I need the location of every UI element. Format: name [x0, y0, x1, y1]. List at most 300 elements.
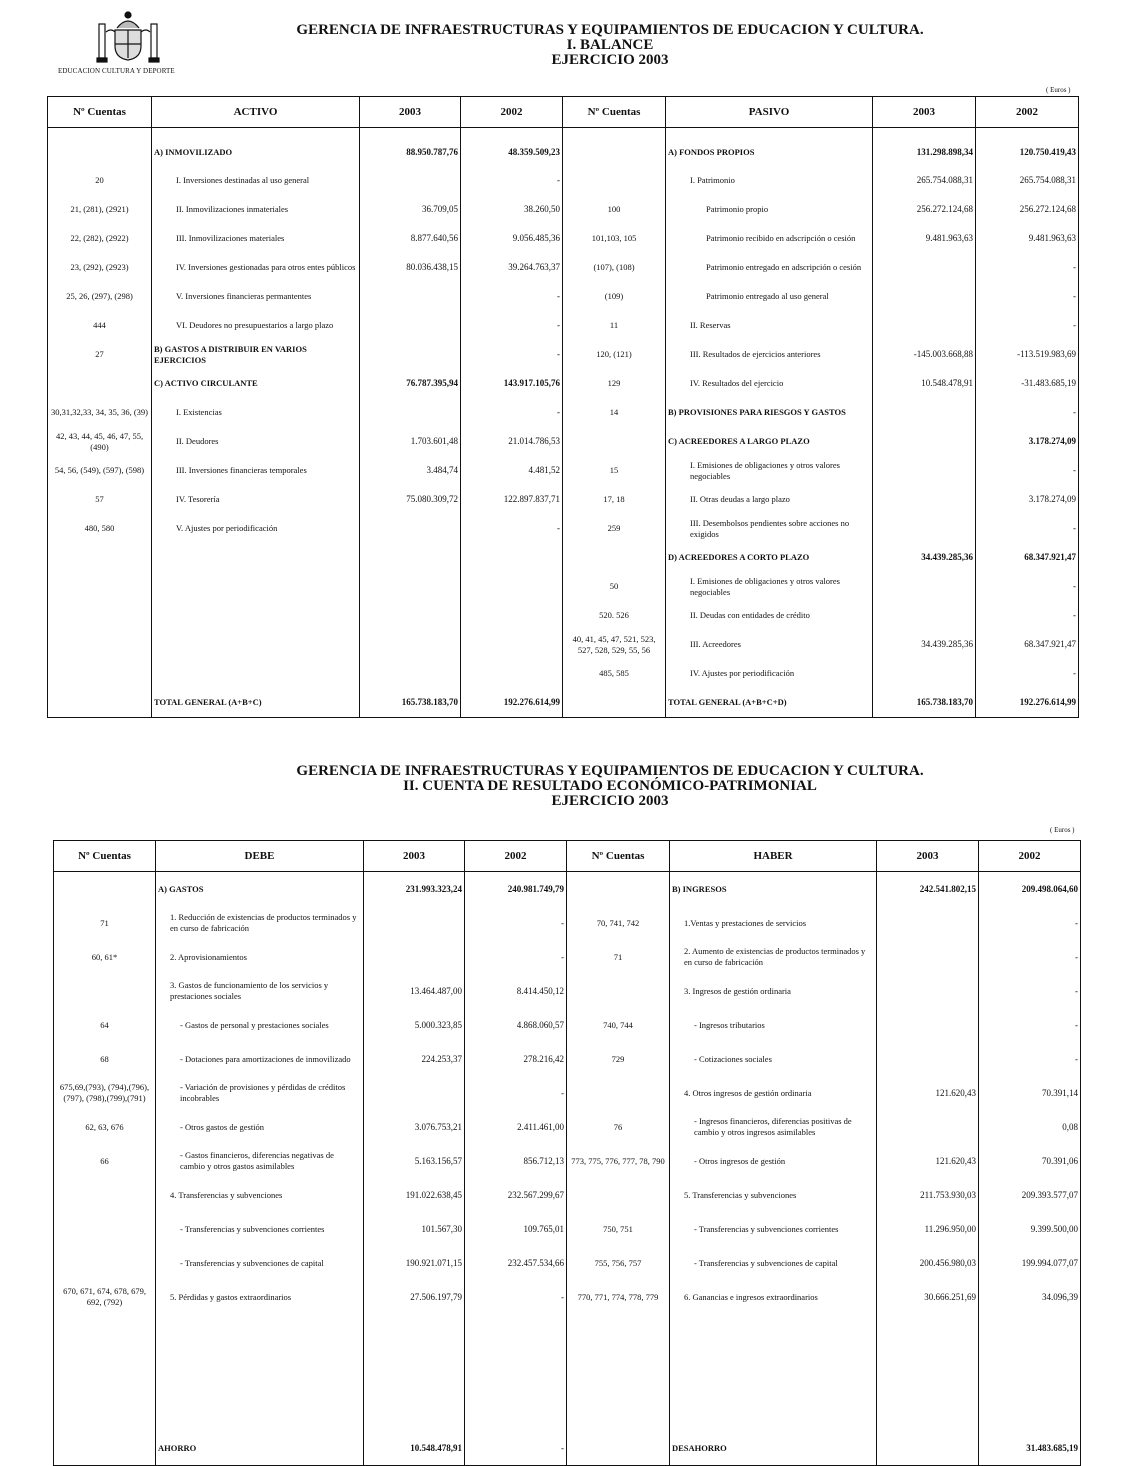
amount-2002-cell: - [1073, 523, 1076, 533]
label-cell: TOTAL GENERAL (A+B+C) [152, 688, 360, 718]
account-cell [48, 659, 152, 688]
label-cell: - Transferencias y subvenciones corrientes [670, 1212, 877, 1246]
account-cell: 444 [48, 311, 152, 340]
table-row [48, 195, 1079, 224]
account-cell [567, 1431, 670, 1466]
label-cell [152, 630, 360, 659]
amount-2003-cell [360, 311, 461, 340]
account-cell [48, 369, 152, 398]
account-cell: 21, (281), (2921) [48, 195, 152, 224]
account-cell: 23, (292), (2923) [48, 253, 152, 282]
amount-2003-cell: 8.877.640,56 [360, 224, 461, 253]
amount-2002-cell: 122.897.837,71 [461, 485, 563, 514]
table-row [54, 1314, 1081, 1431]
label-cell: I. Existencias [152, 398, 360, 427]
amount-2002-cell: 232.567.299,67 [465, 1178, 567, 1212]
amount-2003-cell [873, 456, 976, 485]
amount-2003-cell: 121.620,43 [877, 1144, 979, 1178]
account-cell [48, 630, 152, 659]
amount-2003-cell [873, 514, 976, 543]
amount-2002-cell: 240.981.749,79 [465, 872, 567, 907]
amount-2003-cell: 76.787.395,94 [360, 369, 461, 398]
amount-2003-cell: 10.548.478,91 [873, 369, 976, 398]
account-cell [567, 872, 670, 907]
amount-2002-cell: 265.754.088,31 [1019, 175, 1076, 185]
label-cell: III. Desembolsos pendientes sobre acciones no exigidos [666, 514, 873, 543]
label-cell [152, 572, 360, 601]
label-cell: C) ACREEDORES A LARGO PLAZO [666, 427, 873, 456]
amount-2003-cell [877, 940, 979, 974]
label-cell: III. Acreedores [666, 630, 873, 659]
col-header-2003: 2003 [360, 97, 461, 128]
label-cell: 5. Pérdidas y gastos extraordinarios [156, 1280, 364, 1314]
amount-2003-cell: 34.439.285,36 [873, 630, 976, 659]
label-cell: - Gastos financieros, diferencias negativas de cambio y otros gastos asimilables [156, 1144, 364, 1178]
account-cell [563, 427, 666, 456]
amount-2002-cell [979, 1314, 1081, 1431]
table-row [54, 940, 1081, 974]
amount-2002-cell: - [1073, 262, 1076, 272]
balance-title [170, 23, 1050, 68]
label-cell: TOTAL GENERAL (A+B+C+D) [666, 688, 873, 718]
table-row [54, 1042, 1081, 1076]
spacer-cell [873, 128, 976, 139]
account-cell [48, 688, 152, 718]
amount-2003-cell: 200.456.980,03 [877, 1246, 979, 1280]
amount-2003-cell [877, 906, 979, 940]
label-cell: Patrimonio propio [666, 195, 873, 224]
amount-2002-cell: - [465, 906, 567, 940]
amount-2003-cell: 211.753.930,03 [877, 1178, 979, 1212]
amount-2003-cell [877, 1110, 979, 1144]
col-header-cuentas-haber: Nº Cuentas [567, 841, 670, 872]
label-cell: - Cotizaciones sociales [670, 1042, 877, 1076]
amount-2003-cell: 75.080.309,72 [360, 485, 461, 514]
account-cell: (109) [563, 282, 666, 311]
table-row [48, 514, 1079, 543]
amount-2002-cell: 8.414.450,12 [465, 974, 567, 1008]
amount-2002-cell: - [1073, 320, 1076, 330]
col-header-haber: HABER [670, 841, 877, 872]
label-cell: - Transferencias y subvenciones de capital [156, 1246, 364, 1280]
amount-2003-cell: 10.548.478,91 [364, 1431, 465, 1466]
amount-2003-cell: 30.666.251,69 [877, 1280, 979, 1314]
account-cell [563, 138, 666, 166]
amount-2003-cell: 224.253,37 [364, 1042, 465, 1076]
amount-2002-cell: 192.276.614,99 [461, 688, 563, 718]
account-cell [563, 543, 666, 572]
amount-2002-cell: - [465, 940, 567, 974]
amount-2003-cell: 231.993.323,24 [364, 872, 465, 907]
amount-2002-cell: 4.481,52 [461, 456, 563, 485]
account-cell: 773, 775, 776, 777, 78, 790 [567, 1144, 670, 1178]
account-cell: 11 [563, 311, 666, 340]
account-cell: 64 [54, 1008, 156, 1042]
table-row [48, 427, 1079, 456]
account-cell: 54, 56, (549), (597), (598) [48, 456, 152, 485]
spacer-cell [48, 128, 152, 139]
amount-2002-cell: - [1073, 465, 1076, 475]
account-cell: 750, 751 [567, 1212, 670, 1246]
table-row [54, 974, 1081, 1008]
table-row [48, 224, 1079, 253]
account-cell: 27 [48, 340, 152, 369]
col-header-haber-2003: 2003 [877, 841, 979, 872]
label-cell: A) INMOVILIZADO [152, 138, 360, 166]
amount-2002-cell: - [465, 1431, 567, 1466]
amount-2002-cell: - [465, 1076, 567, 1110]
label-cell: - Transferencias y subvenciones de capital [670, 1246, 877, 1280]
amount-2002-cell: 0,08 [1062, 1121, 1078, 1132]
label-cell: VI. Deudores no presupuestarios a largo plazo [152, 311, 360, 340]
amount-2002-cell: 31.483.685,19 [1026, 1442, 1078, 1453]
amount-2002-cell: 192.276.614,99 [1019, 697, 1076, 707]
amount-2003-cell: 3.484,74 [360, 456, 461, 485]
amount-2003-cell: 121.620,43 [877, 1076, 979, 1110]
account-cell [54, 1431, 156, 1466]
amount-2002-cell: 70.391,06 [1042, 1155, 1078, 1166]
amount-2003-cell [873, 398, 976, 427]
account-cell: 20 [48, 166, 152, 195]
amount-2003-cell: 242.541.802,15 [877, 872, 979, 907]
label-cell: III. Inversiones financieras temporales [152, 456, 360, 485]
amount-2002-cell: - [461, 514, 563, 543]
amount-2003-cell: 1.703.601,48 [360, 427, 461, 456]
account-cell [54, 1314, 156, 1431]
amount-2002-cell: - [1075, 1053, 1078, 1064]
table-row [48, 398, 1079, 427]
account-cell: 71 [567, 940, 670, 974]
resultado-units: ( Euros ) [1050, 826, 1075, 834]
label-cell: - Gastos de personal y prestaciones sociales [156, 1008, 364, 1042]
amount-2003-cell: 5.163.156,57 [364, 1144, 465, 1178]
balance-header-row [48, 97, 1079, 128]
account-cell: 60, 61* [54, 940, 156, 974]
amount-2002-cell: 2.411.461,00 [465, 1110, 567, 1144]
label-cell: - Ingresos financieros, diferencias positivas de cambio y otros ingresos asimilables [670, 1110, 877, 1144]
table-row [48, 572, 1079, 601]
label-cell: A) GASTOS [156, 872, 364, 907]
table-row [54, 1076, 1081, 1110]
amount-2002-cell: 9.056.485,36 [461, 224, 563, 253]
table-row [48, 601, 1079, 630]
col-header-cuentas-pasivo: Nº Cuentas [563, 97, 666, 128]
amount-2002-cell: 143.917.105,76 [461, 369, 563, 398]
label-cell: - Transferencias y subvenciones corrientes [156, 1212, 364, 1246]
amount-2003-cell [877, 1042, 979, 1076]
label-cell: I. Patrimonio [666, 166, 873, 195]
amount-2003-cell: 191.022.638,45 [364, 1178, 465, 1212]
account-cell: 62, 63, 676 [54, 1110, 156, 1144]
amount-2002-cell: - [461, 340, 563, 369]
label-cell: II. Otras deudas a largo plazo [666, 485, 873, 514]
amount-2003-cell: 256.272.124,68 [873, 195, 976, 224]
amount-2002-cell: 9.399.500,00 [1030, 1223, 1078, 1234]
amount-2002-cell: 120.750.419,43 [1019, 146, 1076, 157]
table-row [54, 872, 1081, 907]
label-cell: V. Inversiones financieras permantentes [152, 282, 360, 311]
table-row [48, 340, 1079, 369]
label-cell: IV. Tesorería [152, 485, 360, 514]
table-row [48, 485, 1079, 514]
col-header-cuentas: Nº Cuentas [48, 97, 152, 128]
col-header-pasivo-2002: 2002 [976, 97, 1079, 128]
amount-2002-cell: - [1073, 581, 1076, 591]
account-cell: 129 [563, 369, 666, 398]
account-cell [567, 974, 670, 1008]
account-cell: 120, (121) [563, 340, 666, 369]
col-header-cuentas: Nº Cuentas [54, 841, 156, 872]
account-cell: 259 [563, 514, 666, 543]
amount-2003-cell [364, 906, 465, 940]
account-cell: 100 [563, 195, 666, 224]
account-cell: 70, 741, 742 [567, 906, 670, 940]
col-header-2002: 2002 [465, 841, 567, 872]
resultado-title-line2: II. CUENTA DE RESULTADO ECONÓMICO-PATRIMONIAL [403, 778, 817, 794]
label-cell: 4. Transferencias y subvenciones [156, 1178, 364, 1212]
col-header-2003: 2003 [364, 841, 465, 872]
amount-2002-cell: - [1073, 668, 1076, 678]
amount-2002-cell [461, 543, 563, 572]
amount-2003-cell: 265.754.088,31 [873, 166, 976, 195]
amount-2002-cell: - [1075, 917, 1078, 928]
label-cell: - Ingresos tributarios [670, 1008, 877, 1042]
account-cell: 57 [48, 485, 152, 514]
amount-2003-cell: 27.506.197,79 [364, 1280, 465, 1314]
account-cell: 729 [567, 1042, 670, 1076]
col-header-debe: DEBE [156, 841, 364, 872]
amount-2002-cell: - [461, 166, 563, 195]
label-cell: IV. Inversiones gestionadas para otros entes públicos [152, 253, 360, 282]
amount-2003-cell: 36.709,05 [360, 195, 461, 224]
amount-2003-cell: 101.567,30 [364, 1212, 465, 1246]
amount-2002-cell: 856.712,13 [465, 1144, 567, 1178]
label-cell: 3. Gastos de funcionamiento de los servicios y prestaciones sociales [156, 974, 364, 1008]
label-cell [152, 543, 360, 572]
amount-2003-cell: 190.921.071,15 [364, 1246, 465, 1280]
amount-2003-cell [360, 340, 461, 369]
amount-2002-cell [465, 1314, 567, 1431]
account-cell: 740, 744 [567, 1008, 670, 1042]
account-cell: 485, 585 [563, 659, 666, 688]
amount-2002-cell: 232.457.534,66 [465, 1246, 567, 1280]
account-cell [54, 1246, 156, 1280]
amount-2003-cell [360, 659, 461, 688]
account-cell [563, 688, 666, 718]
spacer-cell [666, 128, 873, 139]
label-cell [152, 659, 360, 688]
account-cell: 66 [54, 1144, 156, 1178]
balance-table [47, 96, 1079, 718]
label-cell: B) PROVISIONES PARA RIESGOS Y GASTOS [666, 398, 873, 427]
label-cell: V. Ajustes por periodificación [152, 514, 360, 543]
amount-2002-cell: 68.347.921,47 [1024, 552, 1076, 562]
account-cell: 17, 18 [563, 485, 666, 514]
amount-2003-cell [873, 601, 976, 630]
amount-2002-cell: 278.216,42 [465, 1042, 567, 1076]
label-cell: 5. Transferencias y subvenciones [670, 1178, 877, 1212]
label-cell: D) ACREEDORES A CORTO PLAZO [666, 543, 873, 572]
table-row [48, 166, 1079, 195]
amount-2003-cell [877, 1314, 979, 1431]
table-row [54, 1008, 1081, 1042]
amount-2002-cell: 3.178.274,09 [1028, 494, 1076, 504]
table-row [48, 543, 1079, 572]
account-cell: 14 [563, 398, 666, 427]
table-row [54, 1144, 1081, 1178]
table-row [54, 1212, 1081, 1246]
resultado-title-line1: GERENCIA DE INFRAESTRUCTURAS Y EQUIPAMIENTOS DE EDUCACION Y CULTURA. [296, 763, 924, 779]
col-header-pasivo-2003: 2003 [873, 97, 976, 128]
amount-2003-cell [873, 427, 976, 456]
account-cell [54, 1212, 156, 1246]
amount-2003-cell [873, 485, 976, 514]
amount-2002-cell: 199.994.077,07 [1021, 1257, 1078, 1268]
amount-2002-cell: - [1073, 291, 1076, 301]
account-cell: 40, 41, 45, 47, 521, 523, 527, 528, 529, 55, 56 [563, 630, 666, 659]
account-cell: 42, 43, 44, 45, 46, 47, 55, (490) [48, 427, 152, 456]
amount-2003-cell [873, 659, 976, 688]
account-cell: 71 [54, 906, 156, 940]
amount-2002-cell: 68.347.921,47 [1024, 639, 1076, 649]
label-cell: II. Deudores [152, 427, 360, 456]
amount-2003-cell: 80.036.438,15 [360, 253, 461, 282]
amount-2003-cell: 13.464.487,00 [364, 974, 465, 1008]
amount-2003-cell [364, 1076, 465, 1110]
amount-2002-cell: 209.498.064,60 [1021, 883, 1078, 894]
amount-2002-cell: - [465, 1280, 567, 1314]
table-row [48, 311, 1079, 340]
spacer-row [48, 128, 1079, 139]
account-cell: 675,69,(793), (794),(796),(797), (798),(799),(791) [54, 1076, 156, 1110]
amount-2003-cell [364, 1314, 465, 1431]
label-cell: II. Deudas con entidades de crédito [666, 601, 873, 630]
amount-2003-cell [360, 572, 461, 601]
table-row [48, 282, 1079, 311]
amount-2003-cell: 165.738.183,70 [873, 688, 976, 718]
label-cell [152, 601, 360, 630]
account-cell [48, 601, 152, 630]
label-cell: II. Reservas [666, 311, 873, 340]
label-cell: Patrimonio recibido en adscripción o cesión [666, 224, 873, 253]
amount-2003-cell [873, 282, 976, 311]
amount-2003-cell: 5.000.323,85 [364, 1008, 465, 1042]
amount-2003-cell [873, 253, 976, 282]
label-cell: 1. Reducción de existencias de productos terminados y en curso de fabricación [156, 906, 364, 940]
label-cell: DESAHORRO [670, 1431, 877, 1466]
amount-2003-cell [360, 601, 461, 630]
amount-2003-cell [360, 514, 461, 543]
label-cell [670, 1314, 877, 1431]
account-cell [48, 572, 152, 601]
account-cell: 15 [563, 456, 666, 485]
table-row [54, 1178, 1081, 1212]
balance-title-line3: EJERCICIO 2003 [551, 52, 669, 68]
amount-2002-cell: 34.096,39 [1042, 1291, 1078, 1302]
amount-2003-cell [877, 1008, 979, 1042]
account-cell [563, 166, 666, 195]
label-cell: II. Inmovilizaciones inmateriales [152, 195, 360, 224]
amount-2002-cell: - [1075, 951, 1078, 962]
label-cell: I. Emisiones de obligaciones y otros valores negociables [666, 456, 873, 485]
table-row [48, 659, 1079, 688]
account-cell: 30,31,32,33, 34, 35, 36, (39) [48, 398, 152, 427]
table-row [48, 688, 1079, 718]
label-cell: Patrimonio entregado al uso general [666, 282, 873, 311]
label-cell: 6. Ganancias e ingresos extraordinarios [670, 1280, 877, 1314]
label-cell: IV. Resultados del ejercicio [666, 369, 873, 398]
label-cell: IV. Ajustes por periodificación [666, 659, 873, 688]
amount-2002-cell: 48.359.509,23 [461, 138, 563, 166]
amount-2002-cell: - [1075, 1019, 1078, 1030]
table-row [54, 1110, 1081, 1144]
amount-2002-cell: 70.391,14 [1042, 1087, 1078, 1098]
table-row [54, 1246, 1081, 1280]
amount-2002-cell [461, 572, 563, 601]
amount-2002-cell: - [1073, 407, 1076, 417]
resultado-header-row [54, 841, 1081, 872]
col-header-haber-2002: 2002 [979, 841, 1081, 872]
amount-2003-cell [360, 282, 461, 311]
table-row [48, 630, 1079, 659]
table-row [48, 369, 1079, 398]
amount-2003-cell: 11.296.950,00 [877, 1212, 979, 1246]
amount-2003-cell: 131.298.898,34 [873, 138, 976, 166]
table-row [54, 1280, 1081, 1314]
amount-2003-cell: 88.950.787,76 [360, 138, 461, 166]
amount-2002-cell: 38.260,50 [461, 195, 563, 224]
amount-2003-cell [360, 398, 461, 427]
amount-2003-cell: -145.003.668,88 [873, 340, 976, 369]
amount-2003-cell: 3.076.753,21 [364, 1110, 465, 1144]
logo-caption: EDUCACION CULTURA Y DEPORTE [58, 67, 175, 75]
label-cell: 2. Aprovisionamientos [156, 940, 364, 974]
amount-2002-cell: -113.519.983,69 [1017, 349, 1076, 359]
amount-2002-cell [461, 659, 563, 688]
resultado-title [170, 764, 1050, 809]
account-cell [567, 1076, 670, 1110]
spacer-cell [461, 128, 563, 139]
table-row [48, 138, 1079, 166]
spacer-cell [360, 128, 461, 139]
table-row [54, 906, 1081, 940]
label-cell: 1.Ventas y prestaciones de servicios [670, 906, 877, 940]
balance-title-line1: GERENCIA DE INFRAESTRUCTURAS Y EQUIPAMIENTOS DE EDUCACION Y CULTURA. [296, 22, 924, 38]
label-cell [156, 1314, 364, 1431]
label-cell: - Otros ingresos de gestión [670, 1144, 877, 1178]
amount-2002-cell [461, 601, 563, 630]
amount-2002-cell: - [461, 311, 563, 340]
amount-2002-cell: - [1075, 985, 1078, 996]
resultado-table [53, 840, 1081, 1466]
amount-2002-cell: 39.264.763,37 [461, 253, 563, 282]
amount-2003-cell [360, 543, 461, 572]
table-row [48, 456, 1079, 485]
label-cell: 3. Ingresos de gestión ordinaria [670, 974, 877, 1008]
amount-2002-cell: 21.014.786,53 [461, 427, 563, 456]
label-cell: B) INGRESOS [670, 872, 877, 907]
amount-2003-cell [873, 311, 976, 340]
amount-2003-cell [877, 974, 979, 1008]
amount-2003-cell [360, 630, 461, 659]
amount-2002-cell: -31.483.685,19 [1021, 378, 1076, 388]
account-cell: 68 [54, 1042, 156, 1076]
account-cell: 670, 671, 674, 678, 679, 692, (792) [54, 1280, 156, 1314]
label-cell: 4. Otros ingresos de gestión ordinaria [670, 1076, 877, 1110]
account-cell: 101,103, 105 [563, 224, 666, 253]
account-cell [48, 138, 152, 166]
table-row [54, 1431, 1081, 1466]
